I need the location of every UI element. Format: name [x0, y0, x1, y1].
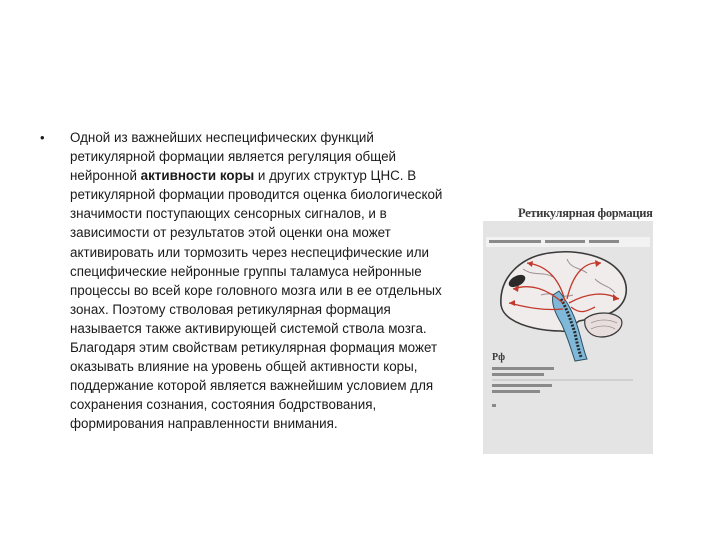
header-legend-text	[489, 240, 619, 243]
list-bullet: •	[40, 130, 45, 145]
paragraph-text-end: и других структур ЦНС. В ретикулярной формации проводится оценка биологической значимости поступающих сенсорных сигналов, и в зависимости от результатов этой оценки она может активировать или тормозить через неспецифические или специфические нейронные группы таламуса нейронные процессы во всей коре головного мозга или в ее отдельных зонах. Поэтому стволовая ретикулярная формация называется также активирующей системой ствола мозга. Благодаря этим свойствам ретикулярная формация может оказывать влияние на уровень общей активности коры, поддержание которой является важнейшим условием для сохранения сознания, состояния бодрствования, формирования направленности внимания.	[70, 168, 443, 432]
figure-title: Ретикулярная формация	[518, 206, 653, 220]
figure-label-rf: Рф	[492, 352, 506, 363]
paragraph-bold-phrase: активности коры	[140, 168, 255, 184]
body-paragraph	[70, 128, 455, 434]
reticular-formation-figure	[483, 207, 653, 454]
paragraph-text-start: Одной из важнейших неспецифических функций ретикулярной формации является регуляция общей нейронной	[70, 130, 396, 184]
